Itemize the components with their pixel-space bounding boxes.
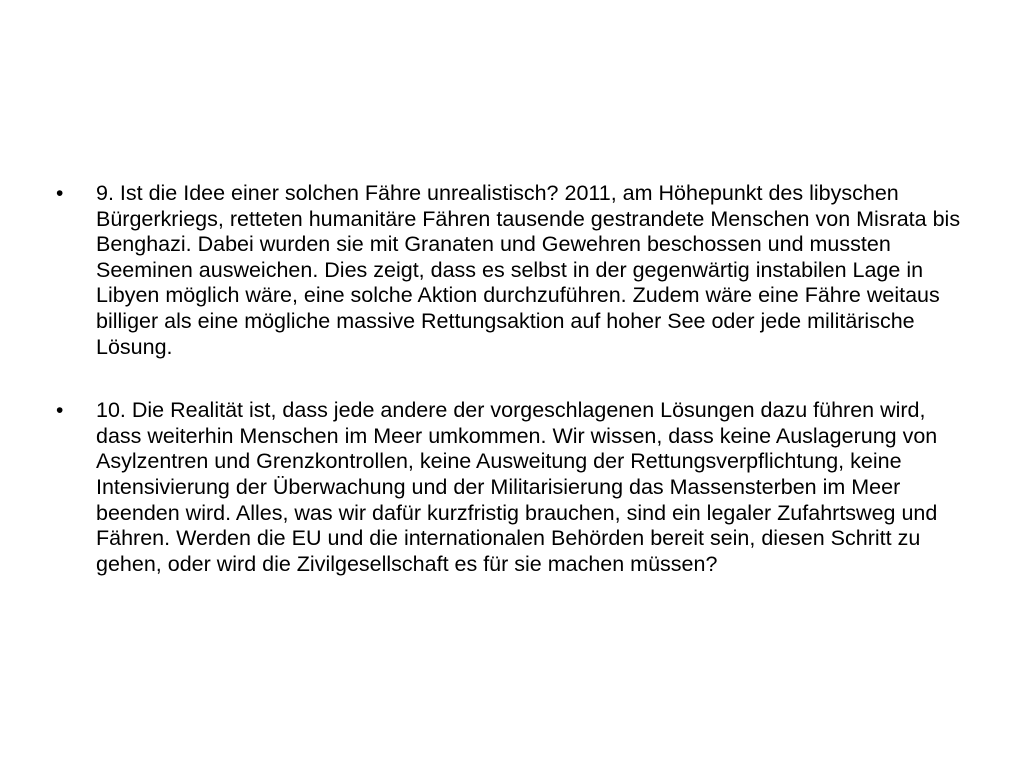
bullet-list xyxy=(56,181,966,615)
bullet-text-point-9: 9. Ist die Idee einer solchen Fähre unrealistisch? 2011, am Höhepunkt des libyschen Bürgerkriegs, retteten humanitäre Fähren tausende gestrandete Menschen von Misrata bis Benghazi. Dabei wurden sie mit Granaten und Gewehren beschossen und mussten Seeminen ausweichen. Dies zeigt, dass es selbst in der gegenwärtig instabilen Lage in Libyen möglich wäre, eine solche Aktion durchzuführen. Zudem wäre eine Fähre weitaus billiger als eine mögliche massive Rettungsaktion auf hoher See oder jede militärische Lösung. xyxy=(96,181,961,359)
bullet-text-point-10: 10. Die Realität ist, dass jede andere der vorgeschlagenen Lösungen dazu führen wird, dass weiterhin Menschen im Meer umkommen. Wir wissen, dass keine Auslagerung von Asylzentren und Grenzkontrollen, keine Ausweitung der Rettungsverpflichtung, keine Intensivierung der Überwachung und der Militarisierung das Massensterben im Meer beenden wird. Alles, was wir dafür kurzfristig brauchen, sind ein legaler Zufahrtsweg und Fähren. Werden die EU und die internationalen Behörden bereit sein, diesen Schritt zu gehen, oder wird die Zivilgesellschaft es für sie machen müssen? xyxy=(96,398,938,576)
bullet-item xyxy=(56,398,966,577)
bullet-item xyxy=(56,181,966,360)
bullet-marker: • xyxy=(56,182,64,205)
bullet-marker: • xyxy=(56,399,64,423)
